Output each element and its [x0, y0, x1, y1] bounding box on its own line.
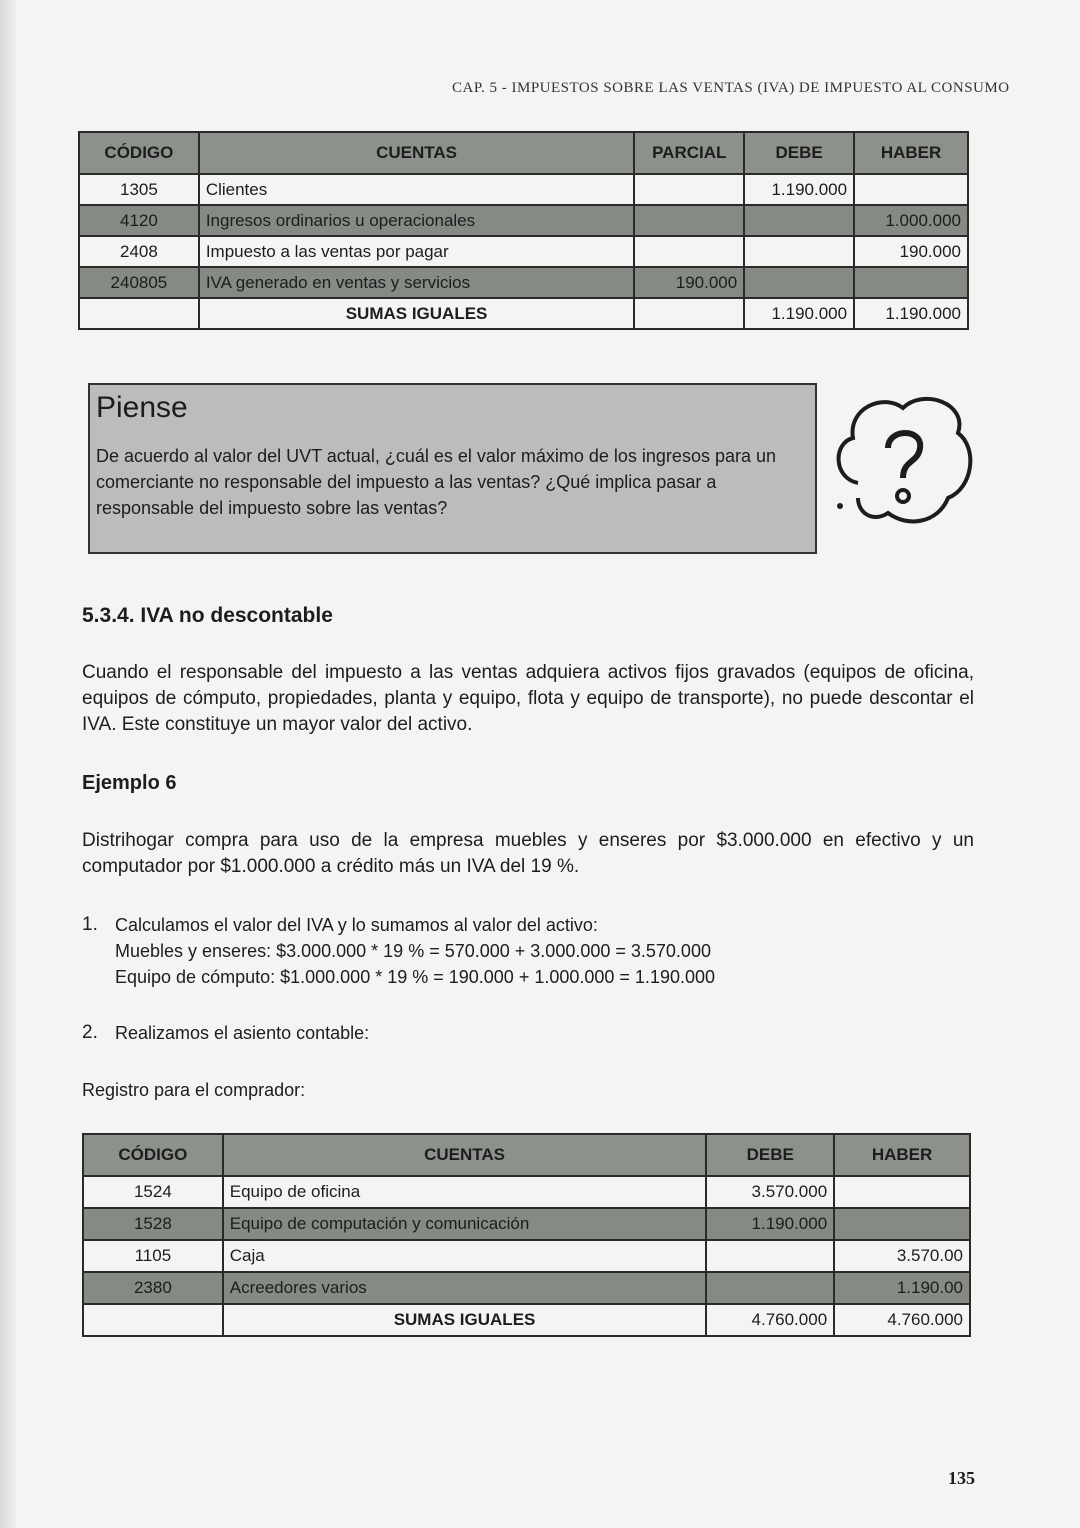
total-debe: 4.760.000	[706, 1304, 834, 1336]
cell-cuenta: Equipo de computación y comunicación	[223, 1208, 707, 1240]
cell-cuenta: Equipo de oficina	[223, 1176, 707, 1208]
cell-haber	[834, 1176, 970, 1208]
cell-debe: 3.570.000	[706, 1176, 834, 1208]
cell-haber: 190.000	[854, 236, 968, 267]
header-debe: DEBE	[706, 1134, 834, 1176]
step1-number: 1.	[82, 914, 98, 935]
table-total-row	[79, 298, 968, 329]
header-haber: HABER	[834, 1134, 970, 1176]
piense-box	[88, 383, 817, 554]
cell-cuenta: Impuesto a las ventas por pagar	[199, 236, 634, 267]
calc-muebles: Muebles y enseres: $3.000.000 * 19 % = 570.000 + 3.000.000 = 3.570.000	[115, 941, 711, 961]
cell-cuenta: Ingresos ordinarios u operacionales	[199, 205, 634, 236]
table-row	[83, 1208, 970, 1240]
table-row	[79, 205, 968, 236]
header-debe: DEBE	[744, 132, 854, 174]
cell-haber: 1.190.00	[834, 1272, 970, 1304]
piense-title: Piense	[96, 391, 188, 424]
header-cuentas: CUENTAS	[223, 1134, 707, 1176]
cell-debe	[706, 1272, 834, 1304]
piense-text: De acuerdo al valor del UVT actual, ¿cuál es el valor máximo de los ingresos para un comerciante no responsable del impuesto a las ventas? ¿Qué implica pasar a responsable del impuesto sobre las ventas?	[96, 446, 777, 518]
page-number: 135	[948, 1468, 975, 1488]
cell-debe	[744, 205, 854, 236]
cell-debe	[744, 267, 854, 298]
cell-haber	[834, 1208, 970, 1240]
cell-parcial	[634, 174, 744, 205]
cell-haber	[854, 174, 968, 205]
cell-codigo: 2408	[79, 236, 199, 267]
question-thought-bubble-icon	[828, 388, 978, 533]
cell-haber: 1.000.000	[854, 205, 968, 236]
cell-codigo: 240805	[79, 267, 199, 298]
header-codigo: CÓDIGO	[83, 1134, 223, 1176]
cell-cuenta: Acreedores varios	[223, 1272, 707, 1304]
total-haber: 1.190.000	[854, 298, 968, 329]
cell-haber	[854, 267, 968, 298]
cell-codigo: 1524	[83, 1176, 223, 1208]
header-codigo: CÓDIGO	[79, 132, 199, 174]
cell-codigo: 1305	[79, 174, 199, 205]
example-heading: Ejemplo 6	[82, 772, 177, 794]
cell-empty	[634, 298, 744, 329]
step2-text: Realizamos el asiento contable:	[115, 1023, 370, 1043]
journal-table-sale	[78, 131, 969, 330]
section-paragraph: Cuando el responsable del impuesto a las ventas adquiera activos fijos gravados (equipos de oficina, equipos de cómputo, propiedades, planta y equipo, flota y equipo de transporte), no puede descontar el IVA. Este constituye un mayor valor del activo.	[82, 662, 974, 735]
table-row	[79, 174, 968, 205]
total-debe: 1.190.000	[744, 298, 854, 329]
step2-number: 2.	[82, 1022, 98, 1043]
cell-empty	[79, 298, 199, 329]
table-header-row	[83, 1134, 970, 1176]
calc-computo: Equipo de cómputo: $1.000.000 * 19 % = 190.000 + 1.000.000 = 1.190.000	[115, 967, 715, 987]
page-edge-shadow	[0, 0, 18, 1528]
table-row	[79, 236, 968, 267]
cell-debe: 1.190.000	[706, 1208, 834, 1240]
cell-codigo: 2380	[83, 1272, 223, 1304]
cell-debe	[744, 236, 854, 267]
header-cuentas: CUENTAS	[199, 132, 634, 174]
table-row	[83, 1176, 970, 1208]
table-total-row	[83, 1304, 970, 1336]
table-row	[79, 267, 968, 298]
step1-text: Calculamos el valor del IVA y lo sumamos al valor del activo:	[115, 915, 598, 935]
total-label: SUMAS IGUALES	[199, 298, 634, 329]
cell-cuenta: Clientes	[199, 174, 634, 205]
cell-haber: 3.570.00	[834, 1240, 970, 1272]
header-parcial: PARCIAL	[634, 132, 744, 174]
cell-empty	[83, 1304, 223, 1336]
total-haber: 4.760.000	[834, 1304, 970, 1336]
cell-codigo: 1105	[83, 1240, 223, 1272]
header-haber: HABER	[854, 132, 968, 174]
registro-label: Registro para el comprador:	[82, 1080, 306, 1100]
cell-parcial	[634, 205, 744, 236]
cell-parcial: 190.000	[634, 267, 744, 298]
cell-parcial	[634, 236, 744, 267]
cell-debe	[706, 1240, 834, 1272]
table-row	[83, 1240, 970, 1272]
total-label: SUMAS IGUALES	[223, 1304, 707, 1336]
running-header: CAP. 5 - IMPUESTOS SOBRE LAS VENTAS (IVA) DE IMPUESTO AL CONSUMO	[452, 80, 1010, 96]
cell-codigo: 4120	[79, 205, 199, 236]
cell-codigo: 1528	[83, 1208, 223, 1240]
journal-table-purchase	[82, 1133, 971, 1337]
cell-cuenta: IVA generado en ventas y servicios	[199, 267, 634, 298]
section-heading: 5.3.4. IVA no descontable	[82, 604, 333, 627]
cell-debe: 1.190.000	[744, 174, 854, 205]
example-intro: Distrihogar compra para uso de la empresa muebles y enseres por $3.000.000 en efectivo y un computador por $1.000.000 a crédito más un IVA del 19 %.	[82, 830, 974, 877]
table-header-row	[79, 132, 968, 174]
cell-cuenta: Caja	[223, 1240, 707, 1272]
table-row	[83, 1272, 970, 1304]
